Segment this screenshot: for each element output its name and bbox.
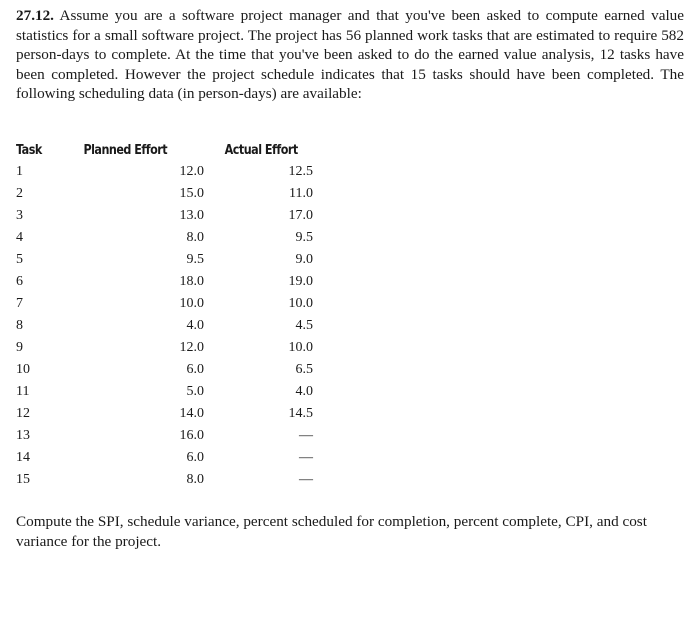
actual-effort-cell bbox=[204, 271, 313, 293]
actual-effort-value: 9.0 bbox=[295, 252, 313, 267]
planned-effort-cell bbox=[80, 227, 204, 249]
header-actual-effort: Actual Effort bbox=[224, 142, 298, 158]
task-number-cell: 13 bbox=[16, 428, 30, 443]
planned-effort-cell bbox=[80, 161, 204, 183]
table-row bbox=[16, 183, 313, 205]
planned-effort-value: 18.0 bbox=[179, 274, 204, 289]
actual-effort-value: — bbox=[298, 472, 313, 487]
actual-effort-value: 14.5 bbox=[288, 406, 313, 421]
actual-effort-value: 17.0 bbox=[288, 208, 313, 223]
task-number-cell: 15 bbox=[16, 472, 30, 487]
actual-effort-cell bbox=[204, 161, 313, 183]
actual-effort-value: 6.5 bbox=[295, 362, 313, 377]
actual-effort-cell bbox=[204, 227, 313, 249]
table-body bbox=[16, 161, 313, 491]
task-number-cell: 11 bbox=[16, 384, 30, 399]
planned-effort-cell bbox=[80, 425, 204, 447]
actual-effort-value: 19.0 bbox=[288, 274, 313, 289]
planned-effort-value: 12.0 bbox=[179, 340, 204, 355]
actual-effort-value: 4.5 bbox=[295, 318, 313, 333]
task-number-cell: 5 bbox=[16, 252, 23, 267]
scheduling-table bbox=[16, 139, 313, 491]
table-header-row bbox=[16, 139, 313, 161]
planned-effort-value: 12.0 bbox=[179, 164, 204, 179]
planned-effort-value: 10.0 bbox=[179, 296, 204, 311]
actual-effort-value: 11.0 bbox=[288, 186, 313, 201]
table-row bbox=[16, 403, 313, 425]
actual-effort-cell bbox=[204, 293, 313, 315]
problem-number: 27.12. bbox=[16, 7, 54, 24]
problem-statement bbox=[16, 6, 684, 104]
actual-effort-cell bbox=[204, 359, 313, 381]
planned-effort-cell bbox=[80, 359, 204, 381]
actual-effort-cell bbox=[204, 447, 313, 469]
actual-effort-value: 10.0 bbox=[288, 340, 313, 355]
task-number-cell: 7 bbox=[16, 296, 23, 311]
actual-effort-cell bbox=[204, 403, 313, 425]
actual-effort-cell bbox=[204, 249, 313, 271]
task-number-cell: 4 bbox=[16, 230, 23, 245]
table-row bbox=[16, 447, 313, 469]
actual-effort-cell bbox=[204, 469, 313, 491]
problem-text: Assume you are a software project manager and that you've been asked to compute earned value statistics for a small software project. The project has 56 planned work tasks that are estimated to require 582 person-days to complete. At the time that you've been asked to do the earned value analysis, 12 tasks have been completed. However the project schedule indicates that 15 tasks should have been completed. The following scheduling data (in person-days) are available: bbox=[16, 7, 684, 102]
task-number-cell: 3 bbox=[16, 208, 23, 223]
table-row bbox=[16, 315, 313, 337]
actual-effort-value: 4.0 bbox=[295, 384, 313, 399]
planned-effort-value: 13.0 bbox=[179, 208, 204, 223]
planned-effort-value: 8.0 bbox=[186, 472, 204, 487]
task-number-cell: 2 bbox=[16, 186, 23, 201]
planned-effort-cell bbox=[80, 271, 204, 293]
table-row bbox=[16, 249, 313, 271]
task-number-cell: 12 bbox=[16, 406, 30, 421]
table-row bbox=[16, 227, 313, 249]
table-row bbox=[16, 271, 313, 293]
planned-effort-cell bbox=[80, 447, 204, 469]
task-number-cell: 8 bbox=[16, 318, 23, 333]
table-row bbox=[16, 359, 313, 381]
task-number-cell: 1 bbox=[16, 164, 23, 179]
planned-effort-cell bbox=[80, 249, 204, 271]
planned-effort-value: 6.0 bbox=[186, 362, 204, 377]
planned-effort-value: 16.0 bbox=[179, 428, 204, 443]
header-planned-effort: Planned Effort bbox=[83, 142, 168, 158]
planned-effort-value: 9.5 bbox=[186, 252, 204, 267]
actual-effort-value: 12.5 bbox=[288, 164, 313, 179]
actual-effort-value: 10.0 bbox=[288, 296, 313, 311]
planned-effort-cell bbox=[80, 205, 204, 227]
planned-effort-cell bbox=[80, 337, 204, 359]
planned-effort-value: 14.0 bbox=[179, 406, 204, 421]
actual-effort-value: — bbox=[298, 428, 313, 443]
table-row bbox=[16, 469, 313, 491]
table-row bbox=[16, 425, 313, 447]
table-row bbox=[16, 293, 313, 315]
actual-effort-cell bbox=[204, 381, 313, 403]
question-text: Compute the SPI, schedule variance, percent scheduled for completion, percent complete, CPI, and cost variance for the project. bbox=[16, 513, 647, 550]
actual-effort-cell bbox=[204, 337, 313, 359]
planned-effort-value: 6.0 bbox=[186, 450, 204, 465]
actual-effort-cell bbox=[204, 315, 313, 337]
table-row bbox=[16, 337, 313, 359]
problem-page bbox=[16, 6, 684, 550]
planned-effort-cell bbox=[80, 183, 204, 205]
actual-effort-value: — bbox=[298, 450, 313, 465]
planned-effort-cell bbox=[80, 381, 204, 403]
header-task: Task bbox=[16, 142, 42, 158]
table-row bbox=[16, 205, 313, 227]
table-row bbox=[16, 161, 313, 183]
task-number-cell: 6 bbox=[16, 274, 23, 289]
table-row bbox=[16, 381, 313, 403]
planned-effort-value: 4.0 bbox=[186, 318, 204, 333]
actual-effort-value: 9.5 bbox=[295, 230, 313, 245]
planned-effort-value: 15.0 bbox=[179, 186, 204, 201]
task-number-cell: 9 bbox=[16, 340, 23, 355]
task-number-cell: 14 bbox=[16, 450, 30, 465]
planned-effort-value: 8.0 bbox=[186, 230, 204, 245]
planned-effort-cell bbox=[80, 293, 204, 315]
task-number-cell: 10 bbox=[16, 362, 30, 377]
planned-effort-value: 5.0 bbox=[186, 384, 204, 399]
actual-effort-cell bbox=[204, 425, 313, 447]
actual-effort-cell bbox=[204, 183, 313, 205]
planned-effort-cell bbox=[80, 315, 204, 337]
planned-effort-cell bbox=[80, 469, 204, 491]
actual-effort-cell bbox=[204, 205, 313, 227]
planned-effort-cell bbox=[80, 403, 204, 425]
